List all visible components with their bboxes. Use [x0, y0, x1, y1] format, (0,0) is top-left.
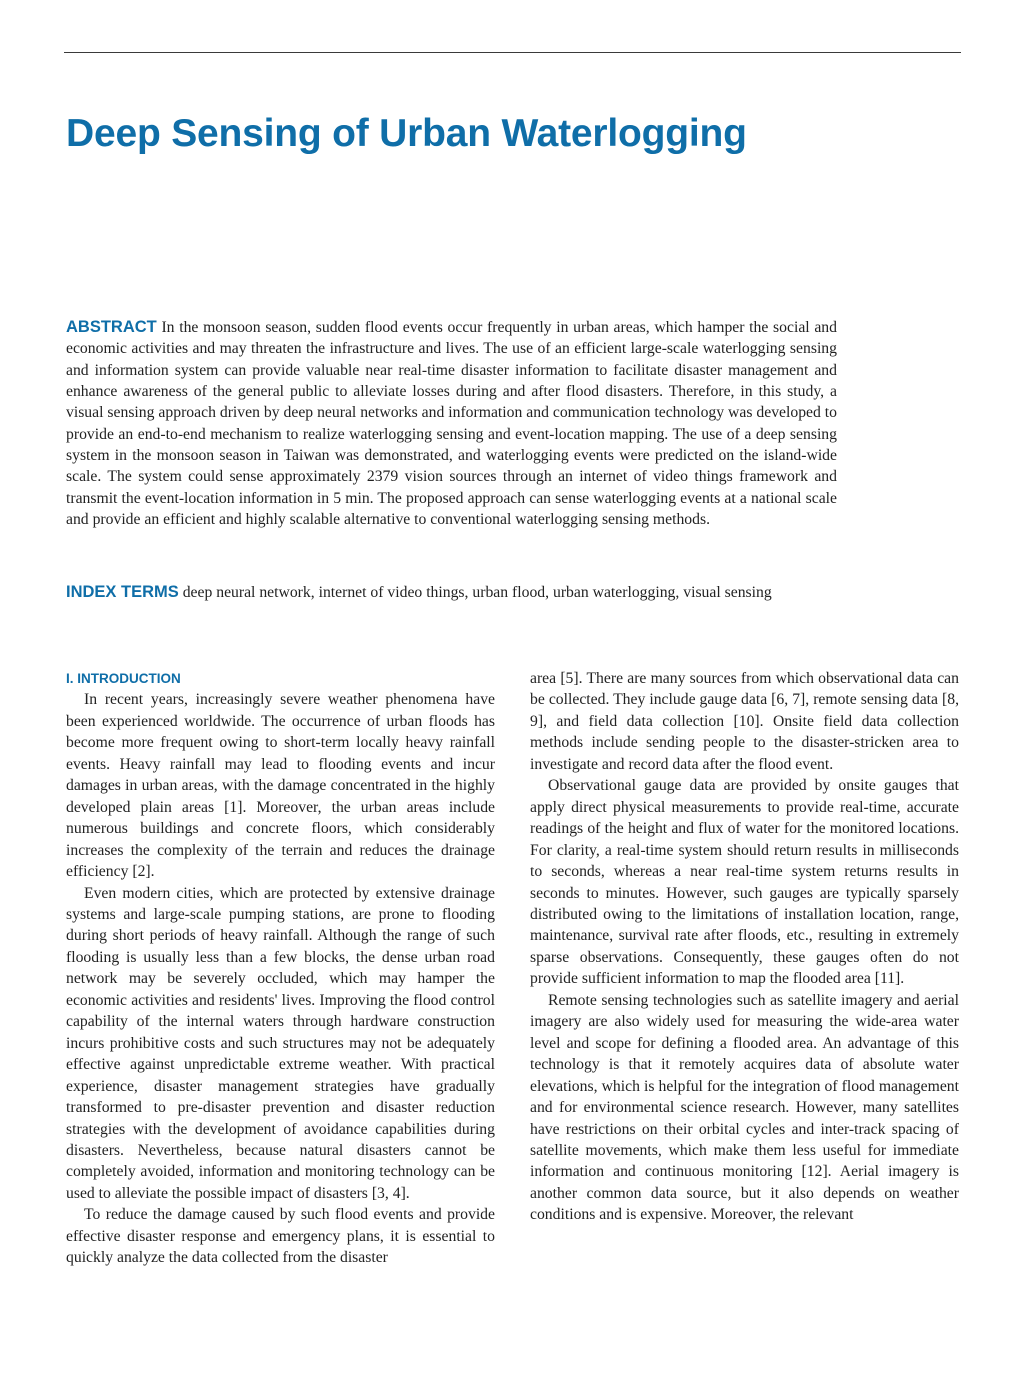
paragraph: Remote sensing technologies such as satellite imagery and aerial imagery are also widely used for measuring the wide-area water level and scope for defining a flooded area. An advantage of this technology is that it remotely acquires data of absolute water elevations, which is helpful for the integration of flood management and for environmental science research. However, many satellites have restrictions on their orbital cycles and inter-track spacing of satellite movements, which make them less useful for immediate information and continuous monitoring [12]. Aerial imagery is another common data source, but it also depends on weather conditions and is expensive. Moreover, the relevant: [530, 991, 959, 1224]
abstract: [66, 317, 837, 530]
index-terms-label: INDEX TERMS: [66, 583, 179, 601]
index-terms: [66, 582, 837, 603]
header-rule: [64, 52, 961, 53]
paper-title: Deep Sensing of Urban Waterlogging: [66, 112, 747, 155]
paragraph: Even modern cities, which are protected by extensive drainage systems and large-scale pumping stations, are prone to flooding during short periods of heavy rainfall. Although the range of such flooding is usually less than a few blocks, the dense urban road network may be severely occluded, which may hamper the economic activities and residents' lives. Improving the flood control capability of the internal waters through hardware construction incurs prohibitive costs and such structures may not be adequately effective against unpredictable extreme weather. With practical experience, disaster management strategies have gradually transformed to pre-disaster prevention and disaster reduction strategies with the development of avoidance capabilities during disasters. Nevertheless, because natural disasters cannot be completely avoided, information and monitoring technology can be used to alleviate the possible impact of disasters [3, 4].: [66, 884, 495, 1202]
right-column: [530, 668, 959, 1226]
paragraph: In recent years, increasingly severe weather phenomena have been experienced worldwide. The occurrence of urban floods has become more frequent owing to short-term locally heavy rainfall events. Heavy rainfall may lead to flooding events and incur damages in urban areas, with the damage concentrated in the highly developed plain areas [1]. Moreover, the urban areas include numerous buildings and concrete floors, which considerably increases the complexity of the terrain and reduces the drainage efficiency [2].: [66, 691, 495, 881]
paragraph: area [5]. There are many sources from which observational data can be collected. They include gauge data [6, 7], remote sensing data [8, 9], and field data collection [10]. Onsite field data collection methods include sending people to the disaster-stricken area to investigate and record data after the flood event.: [530, 670, 959, 773]
paragraph: Observational gauge data are provided by onsite gauges that apply direct physical measurements to provide real-time, accurate readings of the height and flux of water for the monitored locations. For clarity, a real-time system should return results in milliseconds to seconds, whereas a near real-time system returns results in seconds to minutes. However, such gauges are typically sparsely distributed owing to the limitations of installation location, range, maintenance, survival rate after floods, etc., resulting in extremely sparse observations. Consequently, these gauges often do not provide sufficient information to map the flooded area [11].: [530, 777, 959, 988]
abstract-label: ABSTRACT: [66, 318, 157, 336]
index-terms-text: deep neural network, internet of video things, urban flood, urban waterlogging, visual sensing: [182, 584, 772, 601]
abstract-text: In the monsoon season, sudden flood events occur frequently in urban areas, which hamper the social and economic activities and may threaten the infrastructure and lives. The use of an efficient large-scale waterlogging sensing and information system can provide valuable near real-time disaster information to facilitate disaster management and enhance awareness of the general public to alleviate losses during and after flood disasters. Therefore, in this study, a visual sensing approach driven by deep neural networks and information and communication technology was developed to provide an end-to-end mechanism to realize waterlogging sensing and event-location mapping. The use of a deep sensing system in the monsoon season in Taiwan was demonstrated, and waterlogging events were predicted on the island-wide scale. The system could sense approximately 2379 vision sources through an internet of video things framework and transmit the event-location information in 5 min. The proposed approach can sense waterlogging events at a national scale and provide an efficient and highly scalable alternative to conventional waterlogging sensing methods.: [66, 319, 837, 529]
section-heading-introduction: I. INTRODUCTION: [66, 671, 181, 686]
paragraph: To reduce the damage caused by such flood events and provide effective disaster response and emergency plans, it is essential to quickly analyze the data collected from the disaster: [66, 1206, 495, 1267]
left-column: [66, 668, 495, 1269]
